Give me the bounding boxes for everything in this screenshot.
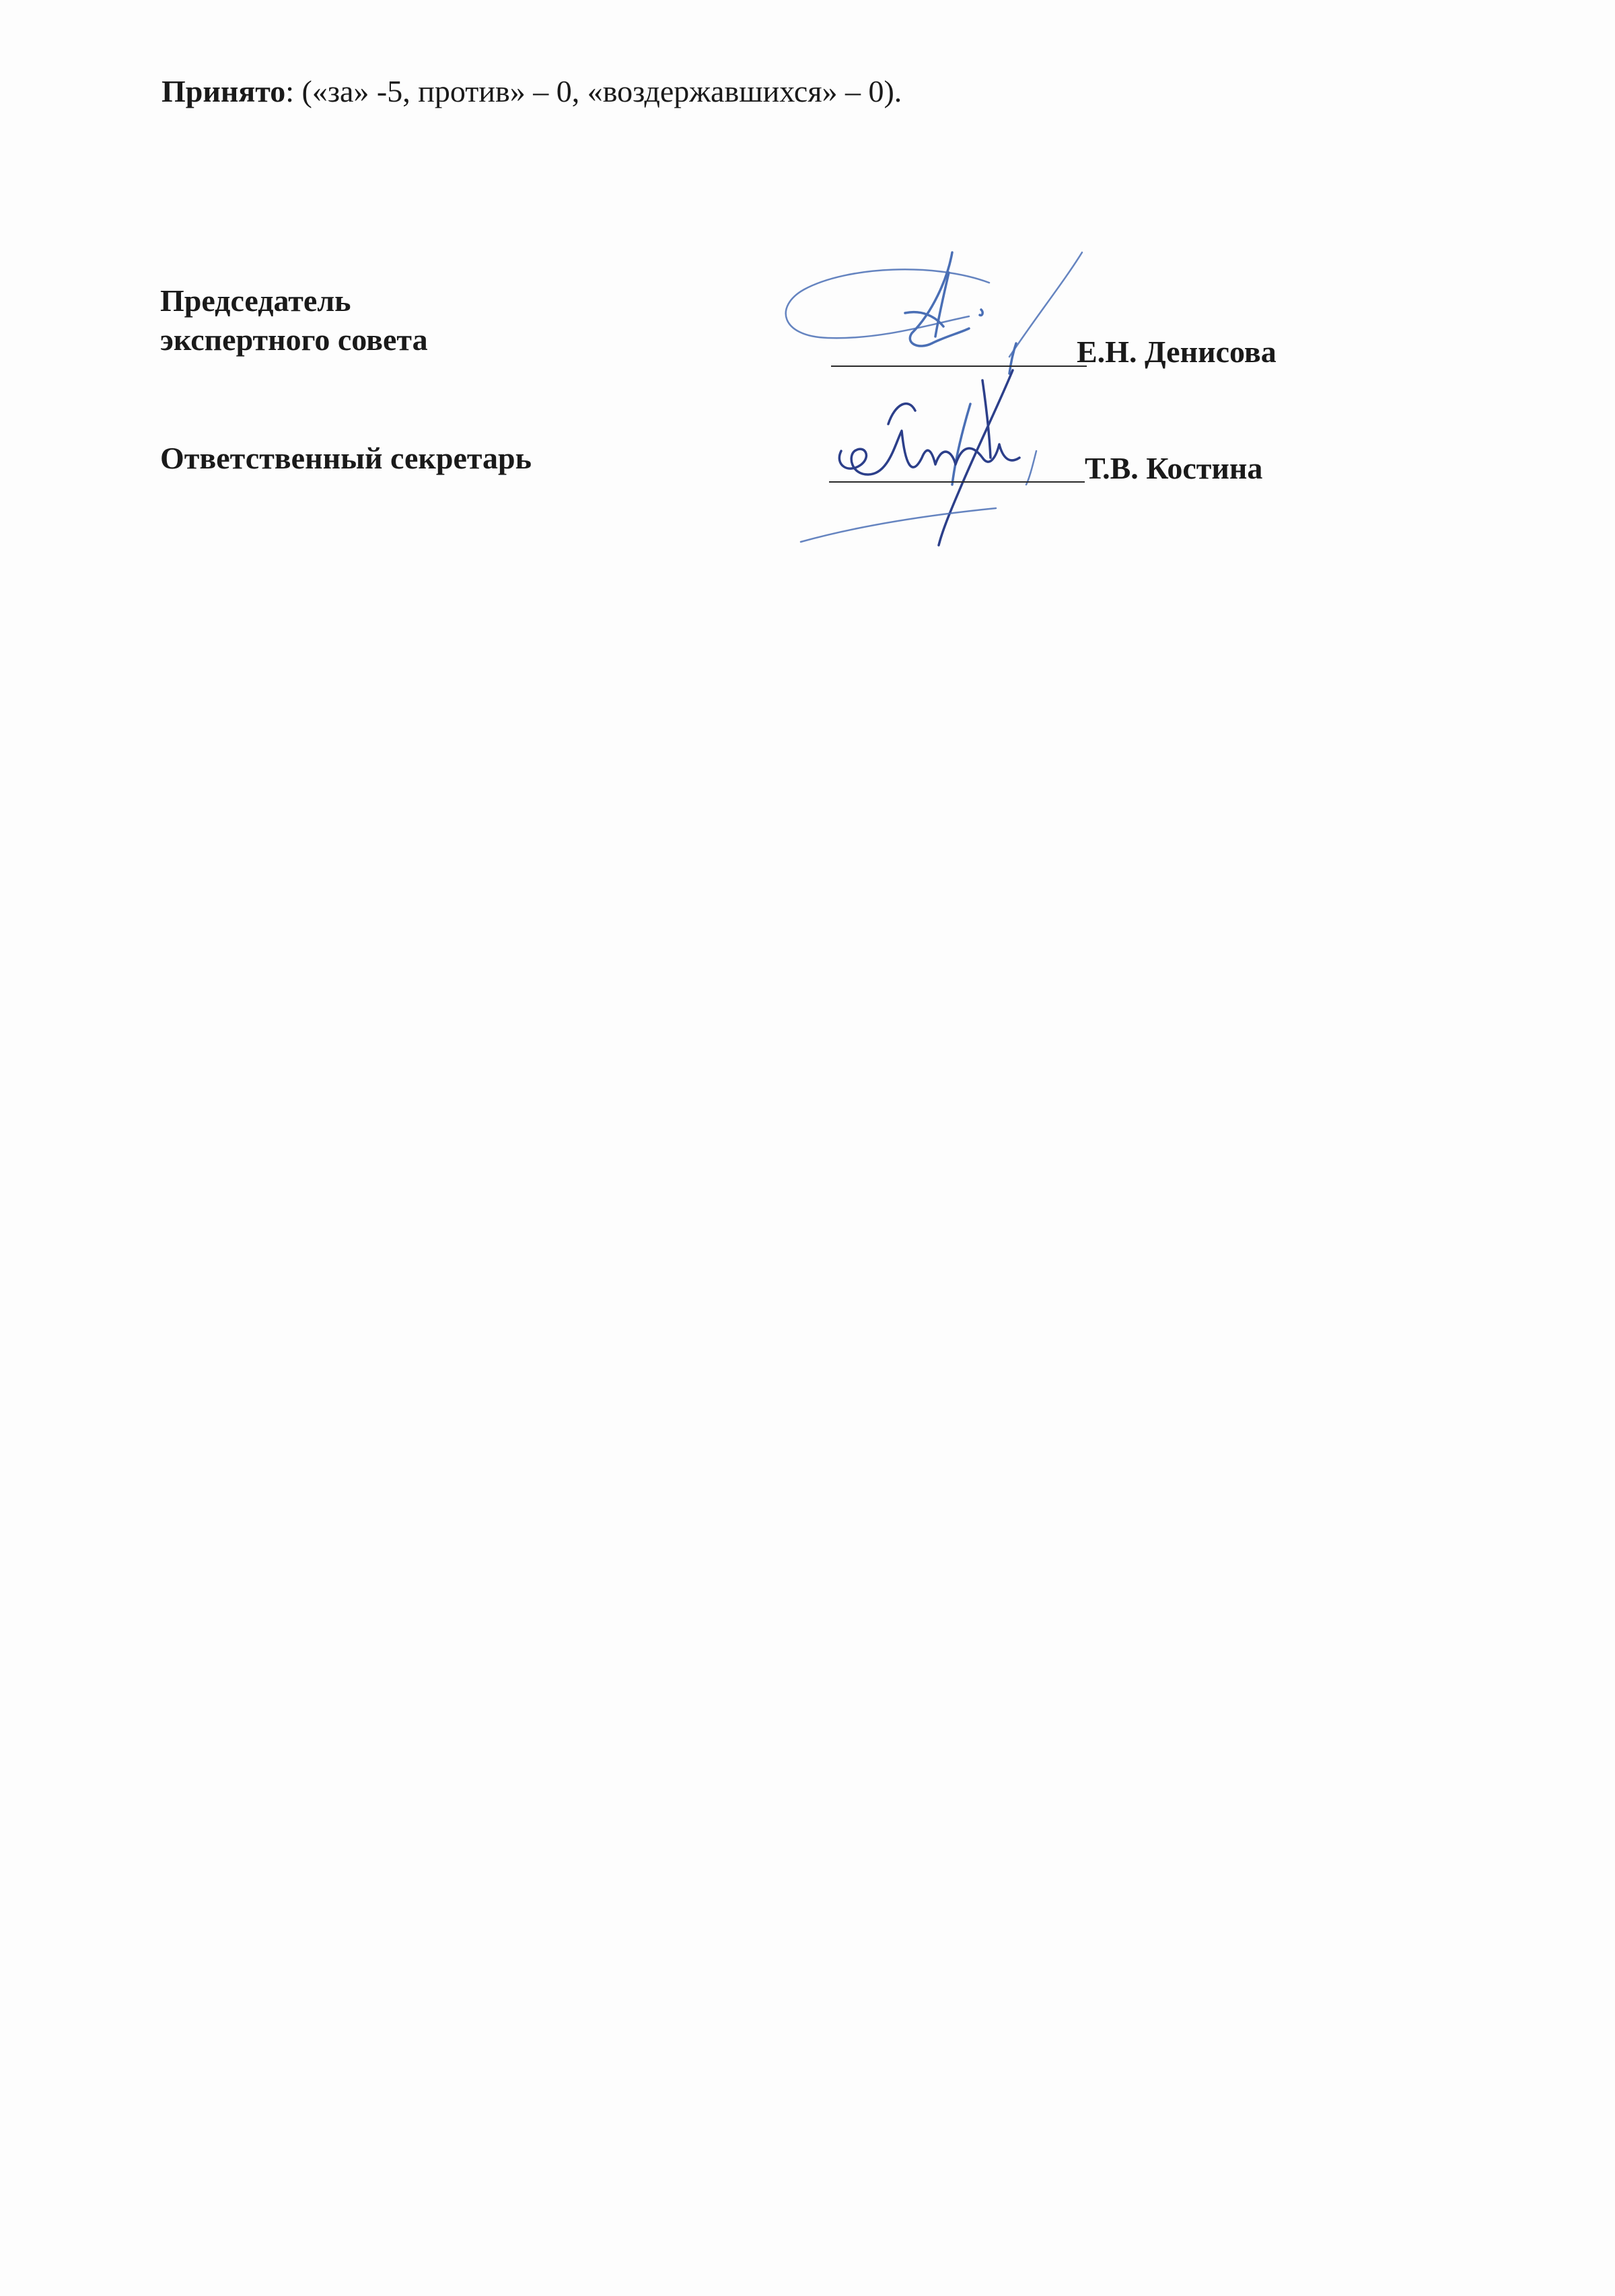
secretary-signature (794, 350, 1090, 552)
secretary-signature-line (829, 481, 1085, 483)
chairman-title (160, 281, 428, 359)
secretary-name: Т.В. Костина (1085, 451, 1263, 485)
decision-label: Принято (162, 74, 286, 108)
chairman-title-line2: экспертного совета (160, 322, 428, 357)
chairman-name: Е.Н. Денисова (1077, 335, 1277, 369)
chairman-title-line1: Председатель (160, 283, 351, 318)
decision-line (162, 73, 902, 110)
decision-text: : («за» -5, против» – 0, «воздержавшихся» – 0). (285, 74, 902, 108)
secretary-title: Ответственный секретарь (160, 441, 532, 475)
